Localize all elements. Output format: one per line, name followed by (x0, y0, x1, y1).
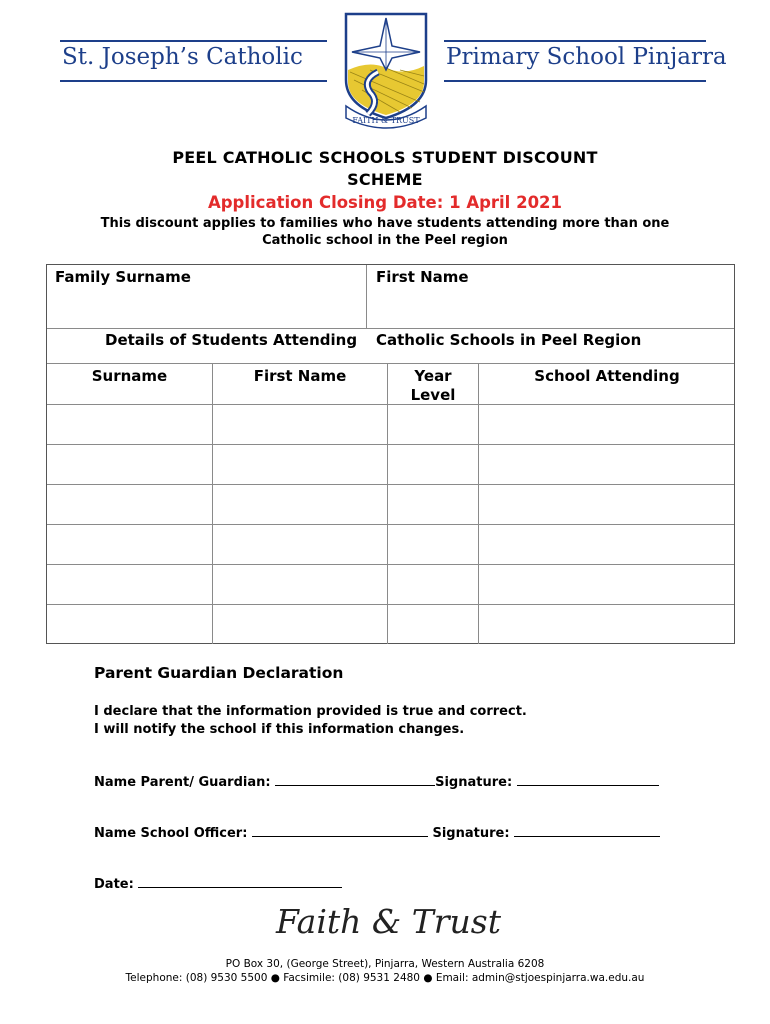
student-row-5[interactable] (47, 565, 735, 604)
parent-name-field[interactable] (275, 773, 435, 786)
form-title-line1: PEEL CATHOLIC SCHOOLS STUDENT DISCOUNT (172, 148, 598, 167)
details-heading-part1: Details of Students Attending (105, 331, 358, 349)
declaration-line1: I declare that the information provided is true and correct. (94, 704, 527, 719)
intro-text (0, 215, 770, 249)
family-surname-input[interactable] (47, 265, 366, 328)
parent-name-label: Name Parent/ Guardian: (94, 775, 271, 790)
footer-contact: Telephone: (08) 9530 5500 ● Facsimile: (08) 9531 2480 ● Email: admin@stjoespinjarra.wa.edu.au (125, 972, 645, 984)
date-row (94, 875, 342, 892)
header-rule-left (60, 40, 327, 42)
school-name-left: St. Joseph’s Catholic (62, 44, 303, 70)
student-row-2[interactable] (47, 445, 735, 484)
officer-name-label: Name School Officer: (94, 826, 248, 841)
officer-signature-field[interactable] (514, 824, 660, 837)
student-details-form (46, 264, 735, 644)
officer-name-row (94, 824, 660, 841)
header-rule-right (444, 40, 706, 42)
parent-signature-field[interactable] (517, 773, 659, 786)
col-header-school: School Attending (534, 367, 680, 385)
declaration-heading: Parent Guardian Declaration (94, 664, 344, 682)
header-rule-right-bottom (444, 80, 706, 82)
motto-signature: Faith & Trust (276, 902, 501, 941)
family-surname-label: Family Surname (55, 268, 191, 286)
intro-line1: This discount applies to families who have students attending more than one (100, 216, 670, 231)
first-name-label: First Name (376, 268, 469, 286)
school-name-right: Primary School Pinjarra (446, 44, 727, 70)
officer-signature-label: Signature: (432, 826, 510, 841)
closing-date: Application Closing Date: 1 April 2021 (207, 193, 563, 212)
row-line (47, 328, 734, 329)
student-row-6[interactable] (47, 605, 735, 644)
col-header-first-name: First Name (253, 367, 347, 385)
row-line (47, 363, 734, 364)
svg-text:FAITH & TRUST: FAITH & TRUST (352, 116, 420, 125)
footer-address: PO Box 30, (George Street), Pinjarra, Western Australia 6208 (225, 958, 545, 970)
school-crest-icon (340, 10, 432, 130)
col-header-surname: Surname (91, 367, 168, 385)
declaration-text (94, 703, 527, 739)
student-row-1[interactable] (47, 405, 735, 444)
declaration-line2: I will notify the school if this information changes. (94, 722, 465, 737)
col-header-year-level (388, 367, 478, 405)
col-header-year: Year (414, 367, 452, 385)
date-label: Date: (94, 877, 134, 892)
intro-line2: Catholic school in the Peel region (262, 233, 508, 248)
header-rule-left-bottom (60, 80, 327, 82)
parent-name-row (94, 773, 659, 790)
officer-name-field[interactable] (252, 824, 428, 837)
form-title-line2: SCHEME (347, 170, 423, 189)
date-field[interactable] (138, 875, 342, 888)
parent-signature-label: Signature: (435, 775, 513, 790)
family-first-name-input[interactable] (367, 265, 735, 328)
student-row-4[interactable] (47, 525, 735, 564)
student-row-3[interactable] (47, 485, 735, 524)
col-header-level: Level (410, 386, 456, 404)
details-heading-part2: Catholic Schools in Peel Region (376, 331, 642, 349)
